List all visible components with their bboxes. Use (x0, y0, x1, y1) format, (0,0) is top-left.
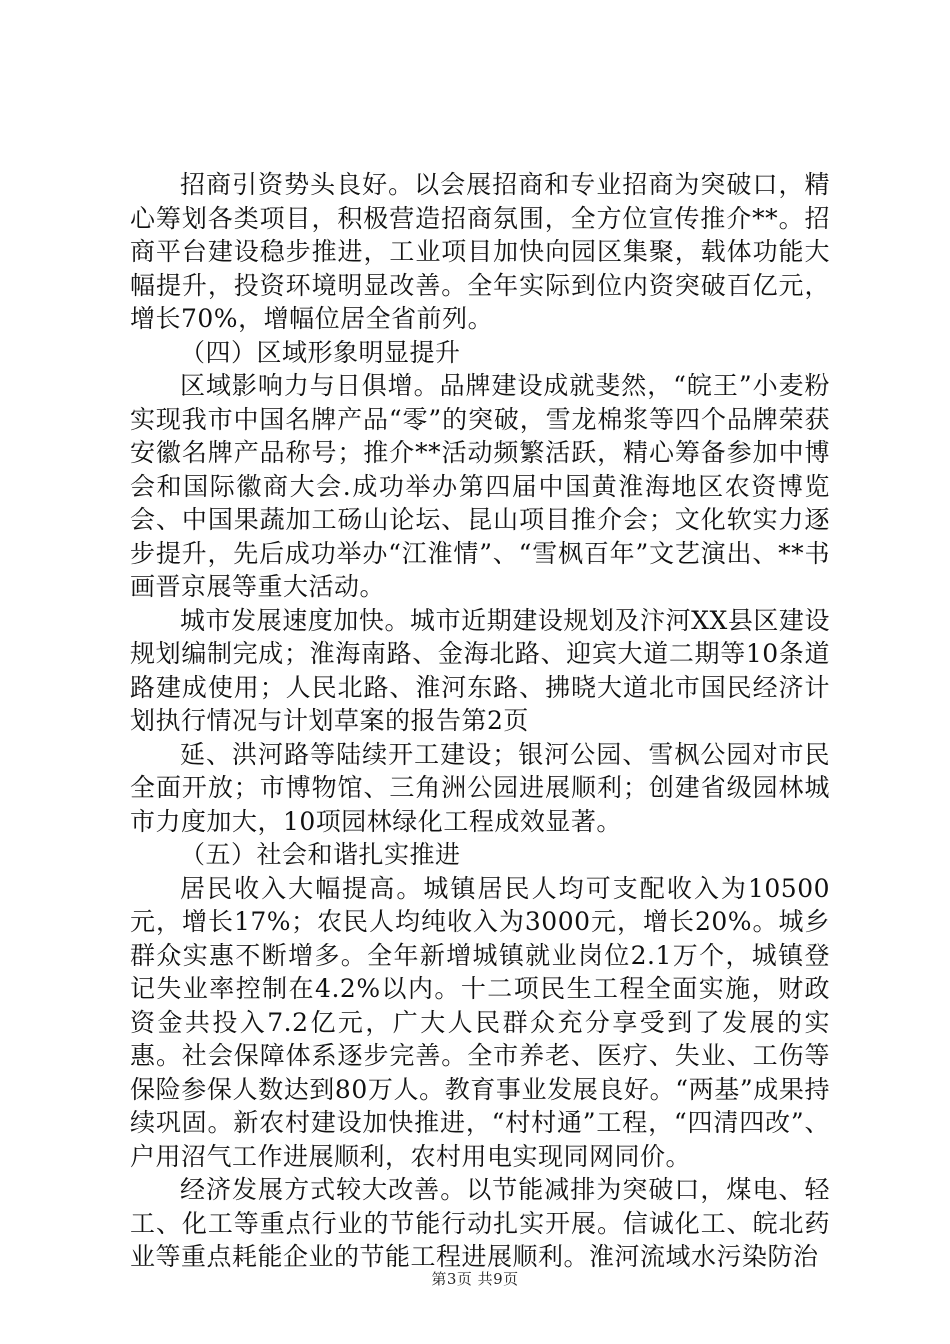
paragraph-investment: 招商引资势头良好。以会展招商和专业招商为突破口，精心筹划各类项目，积极营造招商氛围，全方位宣传推介**。招商平台建设稳步推进，工业项目加快向园区集聚，载体功能大幅提升，投资环境明显改善。全年实际到位内资突破百亿元，增长70%，增幅位居全省前列。 (130, 170, 830, 333)
paragraph-construction-continued: 延、洪河路等陆续开工建设；银河公园、雪枫公园对市民全面开放；市博物馆、三角洲公园进展顺利；创建省级园林城市力度加大，10项园林绿化工程成效显著。 (130, 739, 830, 836)
paragraph-economic-mode: 经济发展方式较大改善。以节能减排为突破口，煤电、轻工、化工等重点行业的节能行动扎实开展。信诚化工、皖北药业等重点耗能企业的节能工程进展顺利。淮河流域水污染防治 (130, 1175, 830, 1271)
paragraph-regional-influence: 区域影响力与日俱增。品牌建设成就斐然，“皖王”小麦粉实现我市中国名牌产品“零”的突破，雪龙棉浆等四个品牌荣获安徽名牌产品称号；推介**活动频繁活跃，精心筹备参加中博会和国际徽商大会.成功举办第四届中国黄淮海地区农资博览会、中国果蔬加工砀山论坛、昆山项目推介会；文化软实力逐步提升，先后成功举办“江淮情”、“雪枫百年”文艺演出、**书画晋京展等重大活动。 (130, 371, 830, 601)
paragraph-income: 居民收入大幅提高。城镇居民人均可支配收入为10500元，增长17%；农民人均纯收入为3000元，增长20%。城乡群众实惠不断增多。全年新增城镇就业岗位2.1万个，城镇登记失业率控制在4.2%以内。十二项民生工程全面实施，财政资金共投入7.2亿元，广大人民群众充分享受到了发展的实惠。社会保障体系逐步完善。全市养老、医疗、失业、工伤等保险参保人数达到80万人。教育事业发展良好。“两基”成果持续巩固。新农村建设加快推进，“村村通”工程，“四清四改”、户用沼气工作进展顺利，农村用电实现同网同价。 (130, 873, 830, 1171)
section-heading-4: （四）区域形象明显提升 (180, 337, 461, 367)
section-heading-5: （五）社会和谐扎实推进 (180, 840, 461, 869)
page-footer: 第3页 共9页 (431, 1270, 519, 1288)
paragraph-urban-development: 城市发展速度加快。城市近期建设规划及汴河XX县区建设规划编制完成；淮海南路、金海北路、迎宾大道二期等10条道路建成使用；人民北路、淮河东路、拂晓大道北市国民经济计划执行情况与计划草案的报告第2页 (130, 605, 830, 735)
document-body (130, 168, 830, 1274)
